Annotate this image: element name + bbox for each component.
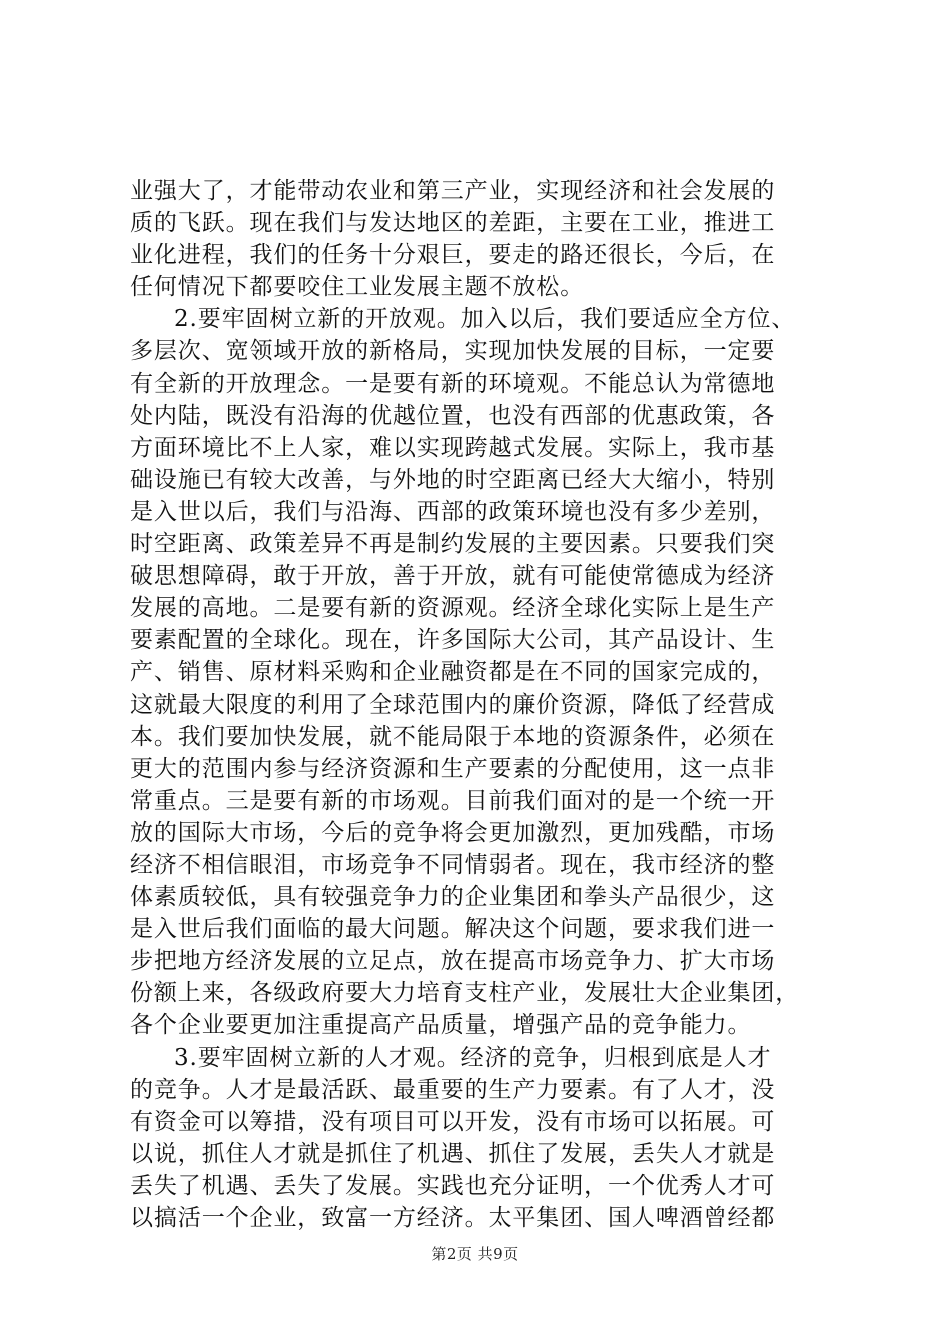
text-line: 有全新的开放理念。一是要有新的环境观。不能总认为常德地 <box>130 370 776 397</box>
text-line: 发展的高地。二是要有新的资源观。经济全球化实际上是生产 <box>130 595 776 622</box>
text-line: 各个企业要更加注重提高产品质量，增强产品的竞争能力。 <box>130 1012 752 1039</box>
text-line: 体素质较低，具有较强竞争力的企业集团和拳头产品很少，这 <box>130 884 776 911</box>
text-line: 这就最大限度的利用了全球范围内的廉价资源，降低了经营成 <box>130 691 776 718</box>
page-number: 第2页 共9页 <box>431 1245 519 1263</box>
text-line: 更大的范围内参与经济资源和生产要素的分配使用，这一点非 <box>130 755 776 782</box>
text-line: 份额上来，各级政府要大力培育支柱产业，发展壮大企业集团， <box>130 980 800 1007</box>
document-body <box>130 175 835 1234</box>
paragraph-start-line: 2.要牢固树立新的开放观。加入以后，我们要适应全方位、 <box>174 306 796 333</box>
text-line: 础设施已有较大改善，与外地的时空距离已经大大缩小，特别 <box>130 466 776 493</box>
text-line: 是入世以后，我们与沿海、西部的政策环境也没有多少差别， <box>130 498 776 525</box>
text-line: 是入世后我们面临的最大问题。解决这个问题，要求我们进一 <box>130 916 776 943</box>
text-line: 多层次、宽领域开放的新格局，实现加快发展的目标，一定要 <box>130 338 776 365</box>
paragraph-start-line: 3.要牢固树立新的人才观。经济的竞争，归根到底是人才 <box>174 1044 772 1071</box>
text-line: 以说，抓住人才就是抓住了机遇、抓住了发展，丢失人才就是 <box>130 1140 776 1167</box>
text-line: 任何情况下都要咬住工业发展主题不放松。 <box>130 274 585 301</box>
text-line: 产、销售、原材料采购和企业融资都是在不同的国家完成的， <box>130 659 776 686</box>
text-line: 方面环境比不上人家，难以实现跨越式发展。实际上，我市基 <box>130 434 776 461</box>
text-line: 要素配置的全球化。现在，许多国际大公司，其产品设计、生 <box>130 627 776 654</box>
text-line: 业强大了，才能带动农业和第三产业，实现经济和社会发展的 <box>130 178 776 204</box>
text-line: 放的国际大市场，今后的竞争将会更加激烈，更加残酷，市场 <box>130 819 776 846</box>
text-line: 时空距离、政策差异不再是制约发展的主要因素。只要我们突 <box>130 531 776 558</box>
text-line: 本。我们要加快发展，就不能局限于本地的资源条件，必须在 <box>130 723 776 750</box>
text-line: 业化进程，我们的任务十分艰巨，要走的路还很长，今后，在 <box>130 242 776 269</box>
text-line: 的竞争。人才是最活跃、最重要的生产力要素。有了人才，没 <box>130 1076 776 1103</box>
text-line: 以搞活一个企业，致富一方经济。太平集团、国人啤酒曾经都 <box>130 1205 776 1231</box>
text-line: 有资金可以筹措，没有项目可以开发，没有市场可以拓展。可 <box>130 1108 776 1135</box>
text-line: 处内陆，既没有沿海的优越位置，也没有西部的优惠政策，各 <box>130 402 776 429</box>
text-line: 常重点。三是要有新的市场观。目前我们面对的是一个统一开 <box>130 787 776 814</box>
text-line: 质的飞跃。现在我们与发达地区的差距，主要在工业，推进工 <box>130 210 776 237</box>
text-line: 步把地方经济发展的立足点，放在提高市场竞争力、扩大市场 <box>130 948 776 975</box>
text-line: 经济不相信眼泪，市场竞争不同情弱者。现在，我市经济的整 <box>130 851 776 878</box>
text-line: 丢失了机遇、丢失了发展。实践也充分证明，一个优秀人才可 <box>130 1172 776 1199</box>
text-line: 破思想障碍，敢于开放，善于开放，就有可能使常德成为经济 <box>130 563 776 590</box>
